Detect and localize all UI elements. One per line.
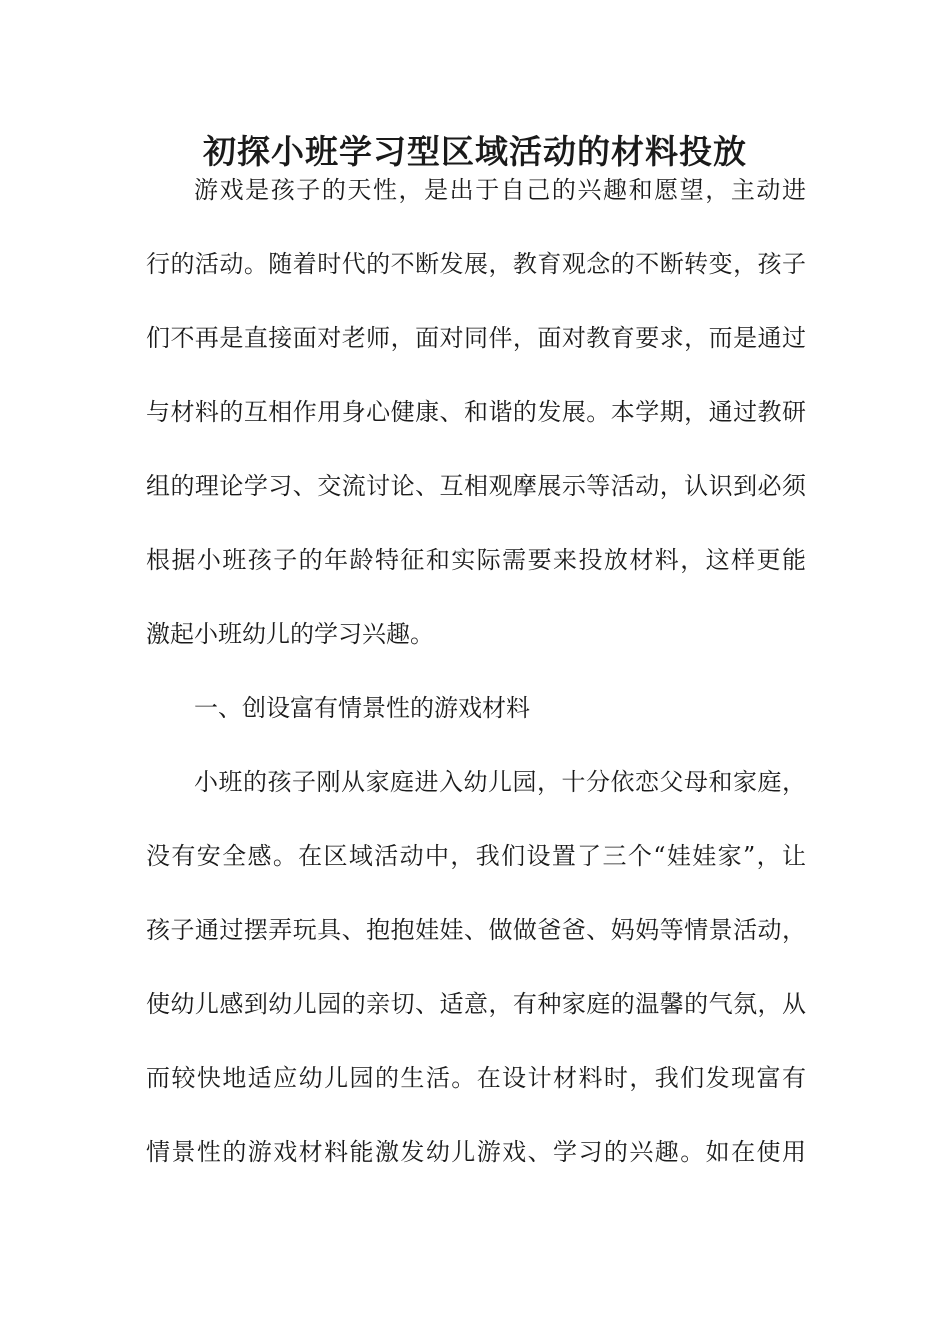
section-heading: 一、创设富有情景性的游戏材料 [194, 694, 530, 722]
paragraph-line: 小班的孩子刚从家庭进入幼儿园，十分依恋父母和家庭， [194, 768, 806, 796]
paragraph-line: 激起小班幼儿的学习兴趣。 [146, 620, 434, 648]
paragraph-line: 与材料的互相作用身心健康、和谐的发展。本学期，通过教研 [146, 398, 806, 426]
document-title: 初探小班学习型区域活动的材料投放 [203, 132, 747, 171]
paragraph-line: 行的活动。随着时代的不断发展，教育观念的不断转变，孩子 [146, 250, 806, 278]
paragraph-line: 游戏是孩子的天性，是出于自己的兴趣和愿望，主动进 [194, 176, 806, 204]
paragraph-line: 孩子通过摆弄玩具、抱抱娃娃、做做爸爸、妈妈等情景活动， [146, 916, 806, 944]
paragraph-line: 没有安全感。在区域活动中，我们设置了三个“娃娃家”，让 [146, 842, 806, 870]
paragraph-line: 情景性的游戏材料能激发幼儿游戏、学习的兴趣。如在使用 [146, 1138, 806, 1166]
paragraph-line: 组的理论学习、交流讨论、互相观摩展示等活动，认识到必须 [146, 472, 806, 500]
paragraph-line: 们不再是直接面对老师，面对同伴，面对教育要求，而是通过 [146, 324, 806, 352]
paragraph-line: 使幼儿感到幼儿园的亲切、适意，有种家庭的温馨的气氛，从 [146, 990, 806, 1018]
paragraph-line: 根据小班孩子的年龄特征和实际需要来投放材料，这样更能 [146, 546, 806, 574]
paragraph-line: 而较快地适应幼儿园的生活。在设计材料时，我们发现富有 [146, 1064, 806, 1092]
